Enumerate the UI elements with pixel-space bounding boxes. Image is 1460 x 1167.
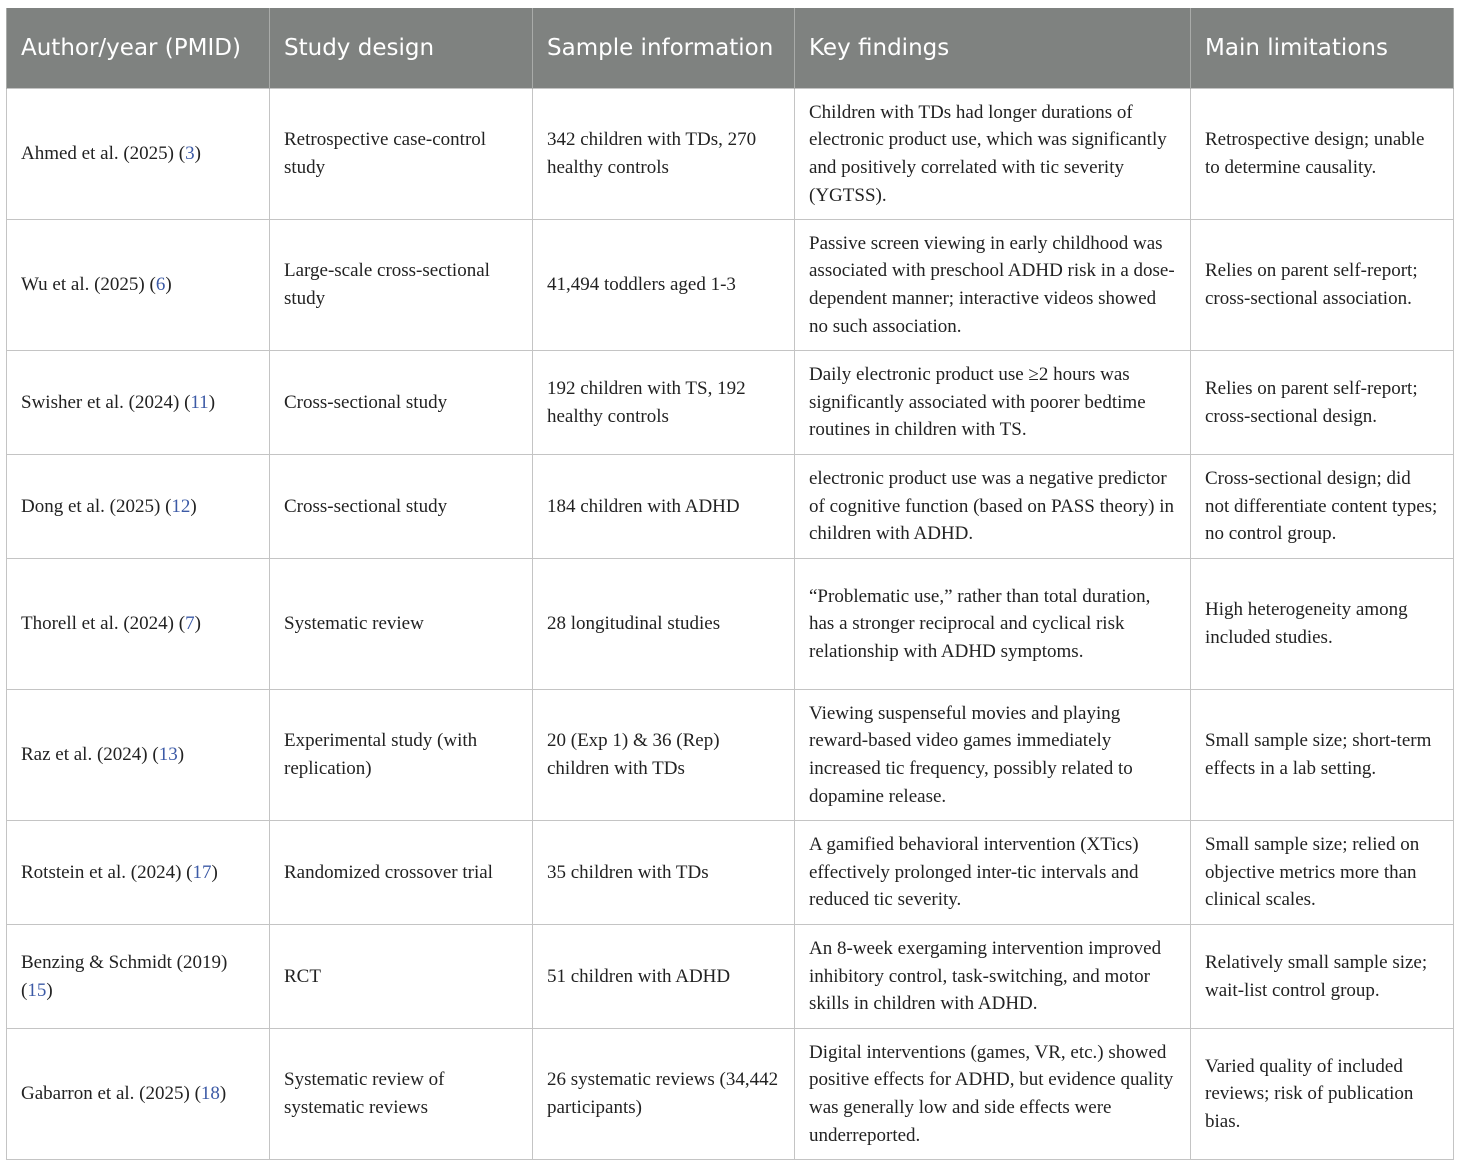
header-sample: Sample information — [533, 8, 795, 89]
author-cell: Gabarron et al. (2025) (18) — [7, 1029, 270, 1160]
findings-cell: An 8-week exergaming intervention improved inhibitory control, task-switching, and motor skills in children with ADHD. — [795, 925, 1191, 1029]
limitations-cell: Cross-sectional design; did not differentiate content types; no control group. — [1191, 455, 1454, 559]
findings-cell: electronic product use was a negative predictor of cognitive function (based on PASS theory) in children with ADHD. — [795, 455, 1191, 559]
design-cell: RCT — [270, 925, 533, 1029]
table-row — [7, 925, 1454, 1029]
reference-link[interactable]: 3 — [185, 143, 195, 165]
reference-link[interactable]: 17 — [192, 861, 212, 883]
sample-cell: 51 children with ADHD — [533, 925, 795, 1029]
sample-cell: 184 children with ADHD — [533, 455, 795, 559]
reference-link[interactable]: 12 — [171, 495, 191, 517]
header-design: Study design — [270, 8, 533, 89]
sample-cell: 28 longitudinal studies — [533, 559, 795, 690]
reference-link[interactable]: 15 — [27, 979, 47, 1001]
author-cell: Dong et al. (2025) (12) — [7, 455, 270, 559]
header-limitations: Main limitations — [1191, 8, 1454, 89]
sample-cell: 192 children with TS, 192 healthy controls — [533, 351, 795, 455]
author-cell: Swisher et al. (2024) (11) — [7, 351, 270, 455]
table-wrapper — [6, 8, 1454, 1160]
author-cell: Raz et al. (2024) (13) — [7, 690, 270, 821]
findings-cell: Viewing suspenseful movies and playing reward-based video games immediately increased tic frequency, possibly related to dopamine release. — [795, 690, 1191, 821]
reference-link[interactable]: 13 — [158, 744, 178, 766]
table-row — [7, 89, 1454, 220]
table-body — [7, 89, 1454, 1160]
reference-link[interactable]: 7 — [185, 613, 195, 635]
author-text: Benzing & Schmidt (2019) — [21, 951, 228, 973]
header-findings: Key findings — [795, 8, 1191, 89]
limitations-cell: Small sample size; short-term effects in a lab setting. — [1191, 690, 1454, 821]
studies-table — [6, 8, 1454, 1160]
author-text: Ahmed et al. (2025) — [21, 143, 175, 165]
findings-cell: A gamified behavioral intervention (XTics) effectively prolonged inter-tic intervals and reduced tic severity. — [795, 821, 1191, 925]
table-row — [7, 559, 1454, 690]
sample-cell: 20 (Exp 1) & 36 (Rep) children with TDs — [533, 690, 795, 821]
limitations-cell: Relies on parent self-report; cross-sectional design. — [1191, 351, 1454, 455]
design-cell: Cross-sectional study — [270, 455, 533, 559]
author-cell: Rotstein et al. (2024) (17) — [7, 821, 270, 925]
findings-cell: Digital interventions (games, VR, etc.) showed positive effects for ADHD, but evidence quality was generally low and side effects were underreported. — [795, 1029, 1191, 1160]
design-cell: Large-scale cross-sectional study — [270, 220, 533, 351]
author-text: Dong et al. (2025) — [21, 495, 161, 517]
table-row — [7, 455, 1454, 559]
reference-link[interactable]: 18 — [200, 1083, 220, 1105]
limitations-cell: Relies on parent self-report; cross-sectional association. — [1191, 220, 1454, 351]
findings-cell: Passive screen viewing in early childhood was associated with preschool ADHD risk in a dose-dependent manner; interactive videos showed no such association. — [795, 220, 1191, 351]
design-cell: Systematic review — [270, 559, 533, 690]
table-row — [7, 351, 1454, 455]
design-cell: Retrospective case-control study — [270, 89, 533, 220]
author-text: Thorell et al. (2024) — [21, 613, 175, 635]
author-cell: Ahmed et al. (2025) (3) — [7, 89, 270, 220]
table-header — [7, 8, 1454, 89]
design-cell: Cross-sectional study — [270, 351, 533, 455]
limitations-cell: Small sample size; relied on objective metrics more than clinical scales. — [1191, 821, 1454, 925]
table-row — [7, 690, 1454, 821]
sample-cell: 35 children with TDs — [533, 821, 795, 925]
limitations-cell: Varied quality of included reviews; risk of publication bias. — [1191, 1029, 1454, 1160]
findings-cell: Daily electronic product use ≥2 hours was significantly associated with poorer bedtime routines in children with TS. — [795, 351, 1191, 455]
sample-cell: 41,494 toddlers aged 1-3 — [533, 220, 795, 351]
author-cell: Wu et al. (2025) (6) — [7, 220, 270, 351]
limitations-cell: High heterogeneity among included studies. — [1191, 559, 1454, 690]
table-row — [7, 821, 1454, 925]
author-cell: Benzing & Schmidt (2019) (15) — [7, 925, 270, 1029]
author-text: Gabarron et al. (2025) — [21, 1083, 190, 1105]
design-cell: Randomized crossover trial — [270, 821, 533, 925]
design-cell: Experimental study (with replication) — [270, 690, 533, 821]
author-text: Swisher et al. (2024) — [21, 391, 180, 413]
sample-cell: 26 systematic reviews (34,442 participants) — [533, 1029, 795, 1160]
author-cell: Thorell et al. (2024) (7) — [7, 559, 270, 690]
reference-link[interactable]: 6 — [155, 274, 166, 296]
reference-link[interactable]: 11 — [190, 391, 209, 413]
limitations-cell: Retrospective design; unable to determine causality. — [1191, 89, 1454, 220]
header-author: Author/year (PMID) — [7, 8, 270, 89]
findings-cell: “Problematic use,” rather than total duration, has a stronger reciprocal and cyclical risk relationship with ADHD symptoms. — [795, 559, 1191, 690]
design-cell: Systematic review of systematic reviews — [270, 1029, 533, 1160]
table-row — [7, 220, 1454, 351]
findings-cell: Children with TDs had longer durations of electronic product use, which was significantly and positively correlated with tic severity (YGTSS). — [795, 89, 1191, 220]
sample-cell: 342 children with TDs, 270 healthy controls — [533, 89, 795, 220]
author-text: Raz et al. (2024) — [21, 744, 148, 766]
table-row — [7, 1029, 1454, 1160]
author-text: Rotstein et al. (2024) — [21, 861, 182, 883]
author-text: Wu et al. (2025) — [21, 274, 145, 296]
header-row — [7, 8, 1454, 89]
limitations-cell: Relatively small sample size; wait-list control group. — [1191, 925, 1454, 1029]
